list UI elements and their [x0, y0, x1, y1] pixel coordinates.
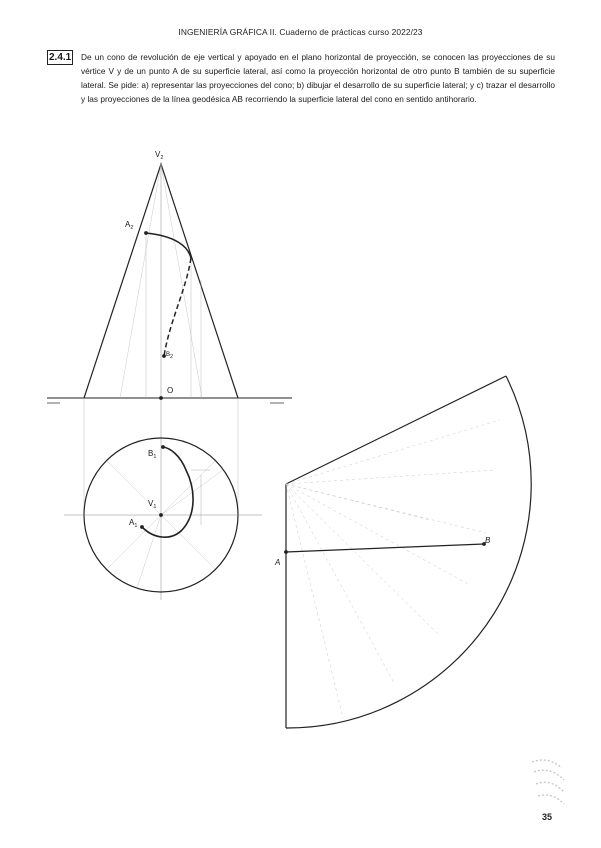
- development-radial: [286, 484, 440, 636]
- label-b2: B2: [166, 352, 174, 360]
- label-a2: $A_2$: [125, 220, 134, 231]
- elevation-view: [47, 164, 292, 600]
- plan-view: [64, 438, 262, 592]
- label-b1: $B_1$: [148, 449, 157, 460]
- point-a2: [145, 232, 148, 235]
- page-number: 35: [542, 812, 553, 822]
- label-a1: $A_1$: [129, 518, 138, 529]
- development-radial: [286, 470, 495, 484]
- development-radial: [286, 484, 343, 718]
- page-header: INGENIERÍA GRÁFICA II. Cuaderno de prácticas curso 2022/23: [178, 27, 423, 37]
- development-radial: [286, 484, 470, 585]
- label-o: O: [167, 386, 174, 395]
- point-b1: [162, 446, 165, 449]
- exercise-number: 2.4.1: [49, 52, 72, 63]
- point-b2: [163, 355, 166, 358]
- point-a-development: [285, 551, 288, 554]
- generatrix: [120, 164, 161, 398]
- development-radial: [286, 420, 500, 484]
- development-view: [285, 376, 532, 728]
- development-edge-top: [286, 376, 506, 484]
- generatrix: [161, 164, 202, 398]
- geodesic-elevation-hidden: [164, 258, 191, 356]
- point-a1: [141, 526, 144, 529]
- label-v2: $V_2$: [155, 150, 164, 161]
- development-arc: [286, 376, 531, 728]
- point-v1: [160, 514, 163, 517]
- geodesic-plan: [142, 447, 193, 537]
- label-v1: $V_1$: [148, 499, 157, 510]
- geodesic-elevation-visible: [146, 233, 191, 258]
- label-a-development: A: [275, 558, 281, 567]
- geodesic-development: [286, 544, 484, 552]
- plan-radial-line: [161, 461, 215, 515]
- point-o: [160, 397, 163, 400]
- exercise-statement: De un cono de revolución de eje vertical y apoyado en el plano horizontal de proyección, se conocen las proyecciones de su vértice V y de un punto A de su superficie lateral, así como la proyección horizontal de otro punto B también de su superficie lateral. Se pide: a) representar las proyecciones del cono; b) dibujar el desarrollo de su superficie lateral; y c) trazar el desarrollo y las proyecciones de la línea geodésica AB recorriendo la superficie lateral del cono en sentido antihorario.: [81, 52, 555, 105]
- development-radial: [286, 484, 430, 520]
- label-b-development: B: [485, 536, 491, 545]
